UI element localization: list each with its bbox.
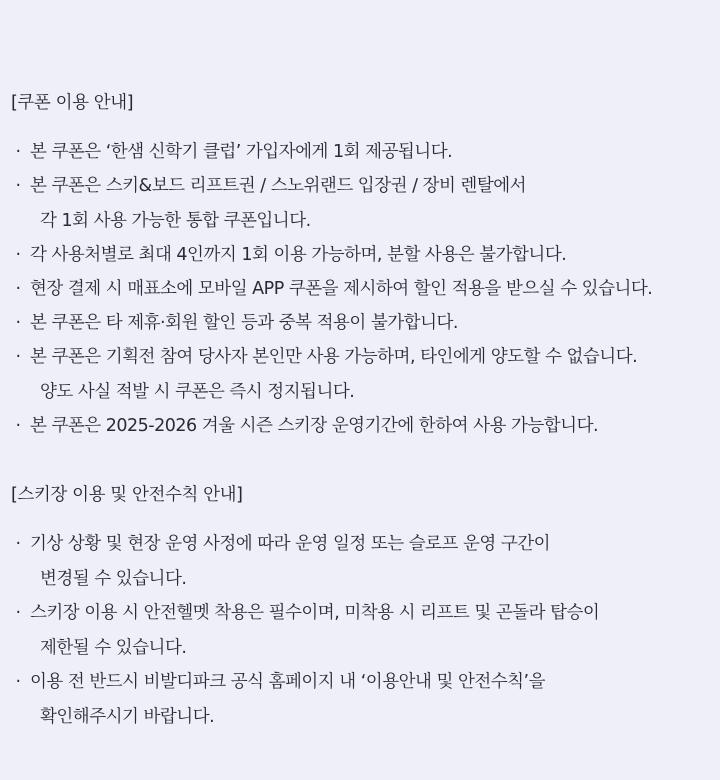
list-item-text: 각 사용처별로 최대 4인까지 1회 이용 가능하며, 분할 사용은 불가합니다. xyxy=(30,245,567,265)
list-item xyxy=(0,414,720,438)
ski-notice-list xyxy=(0,532,720,729)
bullet-dot: · xyxy=(15,416,21,436)
bullet-dot: · xyxy=(15,534,21,554)
coupon-notice-list xyxy=(0,140,720,438)
bullet-dot: · xyxy=(15,279,21,299)
list-item-text: 본 쿠폰은 타 제휴·회원 할인 등과 중복 적용이 불가합니다. xyxy=(30,313,458,333)
list-item xyxy=(0,311,720,335)
bullet-dot: · xyxy=(15,245,21,265)
list-item-text-continued: 양도 사실 적발 시 쿠폰은 즉시 정지됩니다. xyxy=(40,382,355,402)
bullet-dot: · xyxy=(15,142,21,162)
list-item-text: 본 쿠폰은 ‘한샘 신학기 클럽’ 가입자에게 1회 제공됩니다. xyxy=(30,142,453,162)
list-item-text: 본 쿠폰은 기획전 참여 당사자 본인만 사용 가능하며, 타인에게 양도할 수 없습니다. xyxy=(30,347,638,367)
list-item-text: 현장 결제 시 매표소에 모바일 APP 쿠폰을 제시하여 할인 적용을 받으실 수 있습니다. xyxy=(30,279,653,299)
bullet-dot: · xyxy=(15,672,21,692)
list-item-text-continued: 제한될 수 있습니다. xyxy=(40,638,187,658)
list-item xyxy=(0,140,720,164)
list-item xyxy=(0,174,720,233)
list-item-text: 이용 전 반드시 비발디파크 공식 홈페이지 내 ‘이용안내 및 안전수칙’을 xyxy=(30,672,546,692)
list-item-text: 본 쿠폰은 2025-2026 겨울 시즌 스키장 운영기간에 한하여 사용 가능합니다. xyxy=(30,416,599,436)
coupon-section-title: [쿠폰 이용 안내] xyxy=(11,93,134,113)
list-item-text: 기상 상황 및 현장 운영 사정에 따라 운영 일정 또는 슬로프 운영 구간이 xyxy=(30,534,551,554)
list-item xyxy=(0,243,720,267)
list-item xyxy=(0,670,720,729)
list-item-text: 본 쿠폰은 스키&보드 리프트권 / 스노위랜드 입장권 / 장비 렌탈에서 xyxy=(30,176,527,196)
list-item xyxy=(0,345,720,404)
list-item-text-continued: 확인해주시기 바랍니다. xyxy=(40,707,215,727)
list-item-text-continued: 각 1회 사용 가능한 통합 쿠폰입니다. xyxy=(40,211,311,231)
bullet-dot: · xyxy=(15,313,21,333)
list-item-text: 스키장 이용 시 안전헬멧 착용은 필수이며, 미착용 시 리프트 및 곤돌라 탑승이 xyxy=(30,603,600,623)
list-item-text-continued: 변경될 수 있습니다. xyxy=(40,569,187,589)
bullet-dot: · xyxy=(15,176,21,196)
bullet-dot: · xyxy=(15,347,21,367)
bullet-dot: · xyxy=(15,603,21,623)
list-item xyxy=(0,601,720,660)
list-item xyxy=(0,277,720,301)
list-item xyxy=(0,532,720,591)
ski-section-title: [스키장 이용 및 안전수칙 안내] xyxy=(11,485,243,505)
